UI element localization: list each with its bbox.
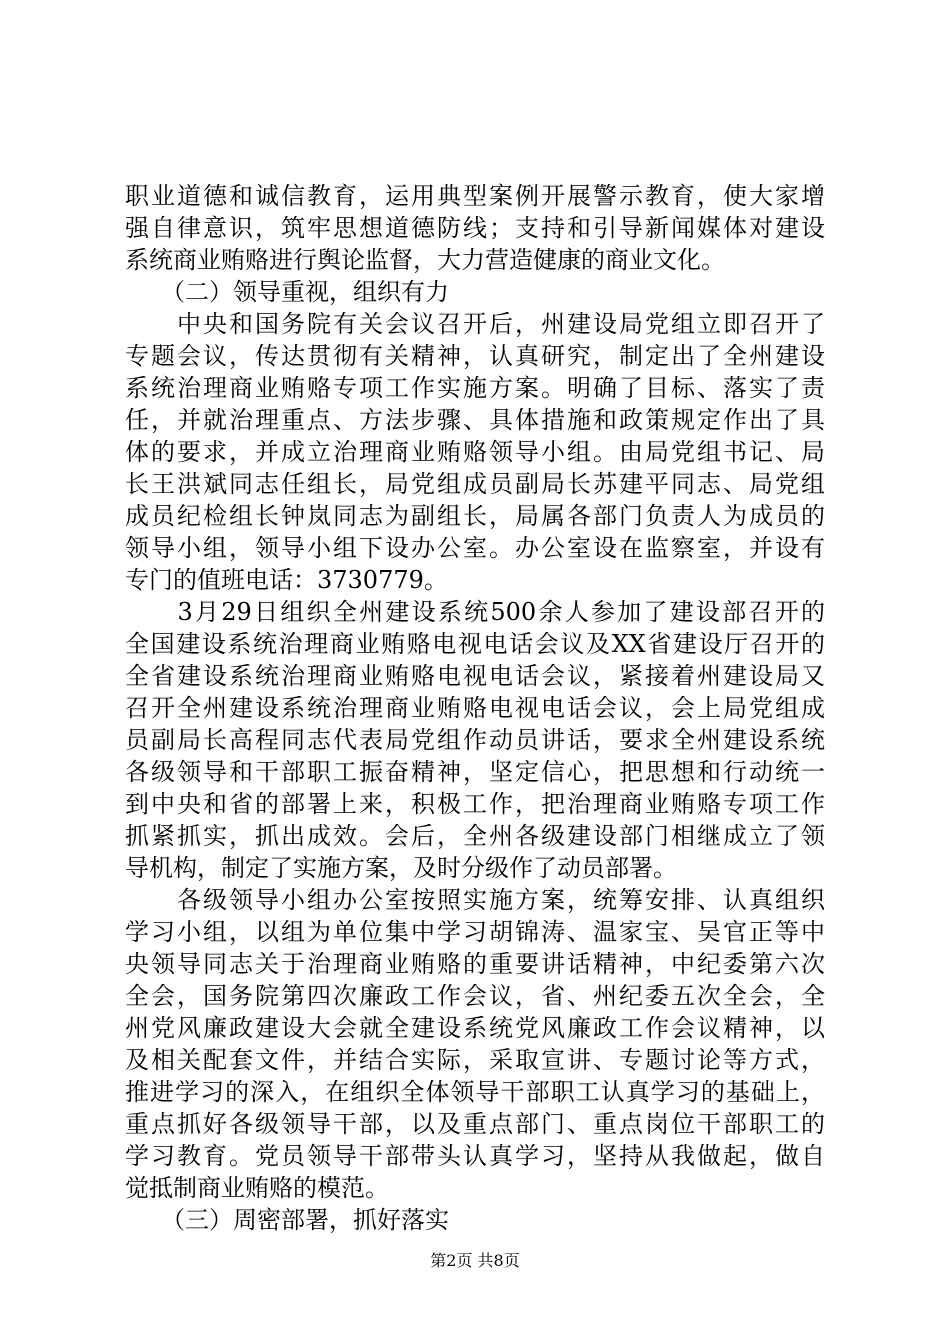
paragraph-line: 州党风廉政建设大会就全建设系统党风廉政工作会议精神，以 bbox=[125, 1014, 825, 1042]
paragraph-line: 全会，国务院第四次廉政工作会议，省、州纪委五次全会，全 bbox=[125, 982, 825, 1010]
section-heading: （三）周密部署，抓好落实 bbox=[125, 1206, 449, 1234]
paragraph-line: 全国建设系统治理商业贿赂电视电话会议及XX省建设厅召开的 bbox=[125, 630, 825, 658]
paragraph-line: 抓紧抓实，抓出成效。会后，全州各级建设部门相继成立了领 bbox=[125, 822, 825, 850]
paragraph-line: 体的要求，并成立治理商业贿赂领导小组。由局党组书记、局 bbox=[125, 438, 825, 466]
paragraph-line: 领导小组，领导小组下设办公室。办公室设在监察室，并设有 bbox=[125, 534, 825, 562]
paragraph-line: 召开全州建设系统治理商业贿赂电视电话会议，会上局党组成 bbox=[125, 694, 825, 722]
paragraph-line: 央领导同志关于治理商业贿赂的重要讲话精神，中纪委第六次 bbox=[125, 950, 825, 978]
section-heading: （二）领导重视，组织有力 bbox=[125, 278, 449, 306]
paragraph-line: 系统治理商业贿赂专项工作实施方案。明确了目标、落实了责 bbox=[125, 374, 825, 402]
paragraph-line: 到中央和省的部署上来，积极工作，把治理商业贿赂专项工作 bbox=[125, 790, 825, 818]
paragraph-line: 各级领导和干部职工振奋精神，坚定信心，把思想和行动统一 bbox=[125, 758, 825, 786]
paragraph-line: 3月29日组织全州建设系统500余人参加了建设部召开的 bbox=[125, 598, 825, 626]
paragraph-line: 及相关配套文件，并结合实际，采取宣讲、专题讨论等方式， bbox=[125, 1046, 825, 1074]
paragraph-line: 导机构，制定了实施方案，及时分级作了动员部署。 bbox=[125, 854, 677, 882]
body-text bbox=[125, 180, 825, 1236]
paragraph-line: 专题会议，传达贯彻有关精神，认真研究，制定出了全州建设 bbox=[125, 342, 825, 370]
paragraph-line: 学习教育。党员领导干部带头认真学习，坚持从我做起，做自 bbox=[125, 1142, 825, 1170]
paragraph-line: 职业道德和诚信教育，运用典型案例开展警示教育，使大家增 bbox=[125, 182, 825, 210]
paragraph-line: 专门的值班电话：3730779。 bbox=[125, 566, 448, 594]
paragraph-line: 各级领导小组办公室按照实施方案，统筹安排、认真组织 bbox=[125, 886, 825, 914]
paragraph-line: 系统商业贿赂进行舆论监督，大力营造健康的商业文化。 bbox=[125, 246, 725, 274]
paragraph-line: 强自律意识，筑牢思想道德防线；支持和引导新闻媒体对建设 bbox=[125, 214, 825, 242]
paragraph-line: 长王洪斌同志任组长，局党组成员副局长苏建平同志、局党组 bbox=[125, 470, 825, 498]
paragraph-line: 成员纪检组长钟岚同志为副组长，局属各部门负责人为成员的 bbox=[125, 502, 825, 530]
paragraph-line: 全省建设系统治理商业贿赂电视电话会议，紧接着州建设局又 bbox=[125, 662, 825, 690]
paragraph-line: 中央和国务院有关会议召开后，州建设局党组立即召开了 bbox=[125, 310, 825, 338]
paragraph-line: 重点抓好各级领导干部，以及重点部门、重点岗位干部职工的 bbox=[125, 1110, 825, 1138]
paragraph-line: 推进学习的深入，在组织全体领导干部职工认真学习的基础上， bbox=[125, 1078, 825, 1106]
paragraph-line: 觉抵制商业贿赂的模范。 bbox=[125, 1174, 389, 1202]
paragraph-line: 任，并就治理重点、方法步骤、具体措施和政策规定作出了具 bbox=[125, 406, 825, 434]
page-footer: 第2页 共8页 bbox=[430, 1251, 520, 1270]
paragraph-line: 学习小组，以组为单位集中学习胡锦涛、温家宝、吴官正等中 bbox=[125, 918, 825, 946]
paragraph-line: 员副局长高程同志代表局党组作动员讲话，要求全州建设系统 bbox=[125, 726, 825, 754]
